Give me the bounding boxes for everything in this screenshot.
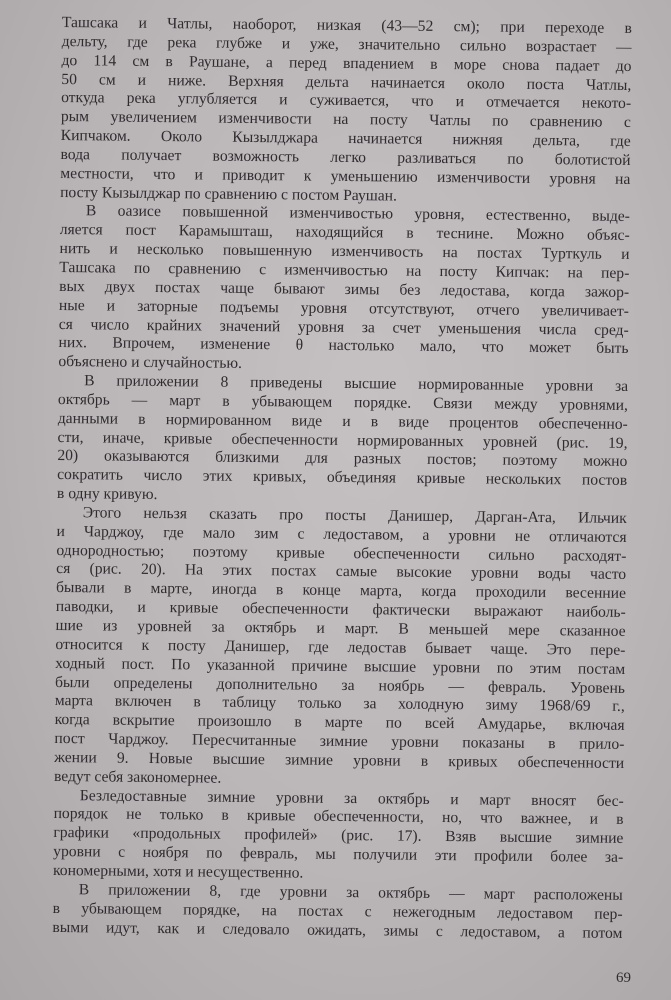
text-line: нить и несколько повышенную изменчивость на постах Турткуль и bbox=[59, 240, 630, 264]
text-line: них. Впрочем, изменение θ настолько мало, что может быть bbox=[58, 334, 629, 358]
text-line: рым увеличением изменчивости на посту Чатлы по сравнению с bbox=[60, 108, 631, 132]
text-line: были определены дополнительно за ноябрь — февраль. Уровень bbox=[54, 673, 626, 697]
text-line: сократить число этих кривых, объединяя кривые нескольких постов bbox=[57, 466, 628, 490]
text-line: однородностью; поэтому кривые обеспеченности сильно расходят- bbox=[56, 541, 627, 565]
text-line: Безледоставные зимние уровни за октябрь и март вносят бес- bbox=[79, 786, 624, 810]
text-line: в одну кривую. bbox=[56, 485, 158, 504]
text-line: относится к посту Данишер, где ледостав бывает чаще. Это пере- bbox=[55, 635, 626, 659]
paragraph-1 bbox=[60, 14, 632, 208]
text-line: откуда река углубляется и суживается, что и отмечается некото- bbox=[61, 89, 632, 113]
text-line: Ташсака по сравнению с изменчивостью на посту Кипчак: на пер- bbox=[59, 258, 630, 282]
text-line: вода получает возможность легко разливаться по болотистой bbox=[60, 145, 631, 169]
paragraph-3 bbox=[57, 372, 628, 510]
text-line: В приложении 8 приведены высшие нормированные уровни за bbox=[84, 372, 629, 395]
text-line: пост Чарджоу. Пересчитанные зимние уровни показаны в прило- bbox=[54, 730, 625, 753]
text-line: ся (рис. 20). На этих постах самые высокие уровни воды часто bbox=[56, 560, 627, 584]
text-line: шие из уровней за октябрь и март. В меньшей мере сказанное bbox=[55, 616, 626, 640]
text-line: В оазисе повышенной изменчивостью уровня, естественно, выде- bbox=[85, 202, 630, 226]
text-line: данными в нормированном виде и в виде процентов обеспеченно- bbox=[57, 409, 628, 433]
text-line: порядок не только в кривые обеспеченности, но, что важнее, и в bbox=[53, 805, 624, 829]
body-text bbox=[52, 14, 632, 943]
text-line: жении 9. Новые высшие зимние уровни в кривых обеспеченности bbox=[54, 748, 625, 772]
text-line: до 114 см в Раушане, а перед впадением в море снова падает до bbox=[61, 51, 632, 75]
text-line: октябрь — март в убывающем порядке. Связи между уровнями, bbox=[57, 390, 629, 414]
text-line: паводки, и кривые обеспеченности фактически выражают наиболь- bbox=[55, 598, 626, 622]
text-line: кономерными, хотя и несущественно. bbox=[52, 861, 304, 882]
page-number: 69 bbox=[616, 970, 631, 986]
text-line: объяснено и случайностью. bbox=[58, 353, 243, 373]
text-line: марта включен в таблицу только за холодную зиму 1968/69 г., bbox=[54, 692, 625, 716]
text-line: 50 см и ниже. Верхняя дельта начинается около поста Чатлы, bbox=[61, 70, 632, 94]
text-line: Ташсака и Чатлы, наоборот, низкая (43—52 см); при переходе в bbox=[61, 14, 632, 37]
text-line: в убывающем порядке, на постах с нежегодным ледоставом пер- bbox=[52, 899, 623, 923]
text-line: сти, иначе, кривые обеспеченности нормированных уровней (рис. 19, bbox=[57, 428, 628, 452]
text-line: бывали в марте, иногда в конце марта, когда проходили весенние bbox=[55, 579, 627, 603]
text-line: местности, что и приводит к уменьшению изменчивости уровня на bbox=[60, 164, 631, 188]
paragraph-5 bbox=[53, 787, 624, 887]
text-line: ные и заторные подъемы уровня отсутствуют, отчего увеличивает- bbox=[58, 296, 630, 320]
paragraph-2 bbox=[58, 202, 630, 378]
paragraph-4 bbox=[54, 504, 627, 793]
text-line: графики «продольных профилей» (рис. 17). Взяв высшие зимние bbox=[53, 824, 624, 848]
text-line: когда вскрытие произошло в марте по всей Амударье, включая bbox=[54, 711, 625, 735]
paragraph-6 bbox=[52, 881, 623, 943]
text-line: дельту, где река глубже и уже, значительно сильно возрастает — bbox=[61, 32, 632, 56]
text-line: ходный пост. По указанной причине высшие уровни по этим постам bbox=[55, 654, 626, 678]
text-line: и Чарджоу, где мало зим с ледоставом, а уровни не отличаются bbox=[56, 522, 627, 546]
text-line: Кипчаком. Около Кызылджара начинается нижняя дельта, где bbox=[60, 127, 631, 151]
text-line: посту Кызылджар по сравнению с постом Раушан. bbox=[60, 183, 398, 205]
text-line: ся число крайних значений уровня за счет уменьшения числа сред- bbox=[58, 315, 629, 339]
text-line: В приложении 8, где уровни за октябрь — март расположены bbox=[78, 881, 623, 904]
text-line: Этого нельзя сказать про посты Данишер, Дарган-Ата, Ильчик bbox=[82, 504, 627, 527]
text-line: выми идут, как и следовало ожидать, зимы с ледоставом, а потом bbox=[52, 918, 623, 942]
text-line: вых двух постах чаще бывают зимы без ледостава, когда зажор- bbox=[59, 277, 630, 301]
text-line: уровни с ноября по февраль, мы получили эти профили более за- bbox=[53, 843, 624, 867]
text-line: 20) оказываются близкими для разных постов; поэтому можно bbox=[57, 447, 628, 471]
text-line: ляется пост Карамышташ, находящийся в теснине. Можно объяс- bbox=[59, 221, 630, 245]
text-line: ведут себя закономернее. bbox=[53, 767, 222, 787]
